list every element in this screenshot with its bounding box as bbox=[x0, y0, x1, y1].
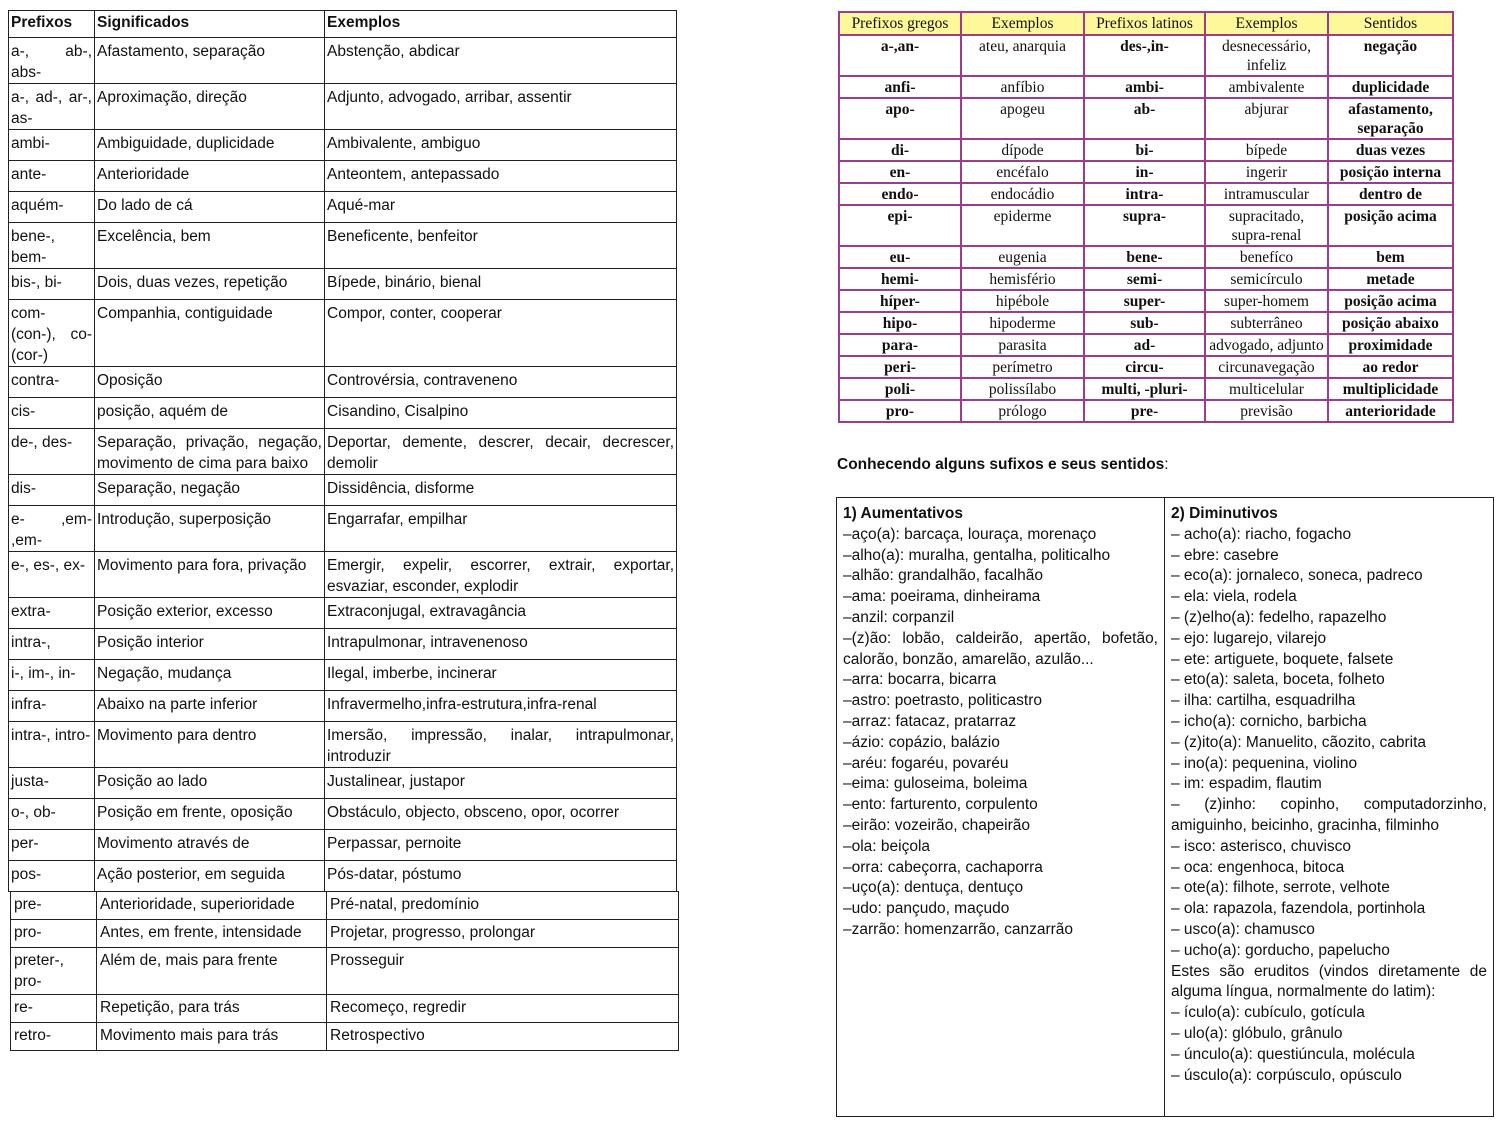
suffix-line: alguma língua, normalmente do latim): bbox=[1171, 983, 1436, 1001]
example-cell: Cisandino, Cisalpino bbox=[325, 398, 677, 429]
suffix-line: – (z)inho: copinho, computadorzinho, bbox=[1171, 796, 1487, 814]
latin-example-cell: circunavegação bbox=[1205, 356, 1328, 378]
suffix-box bbox=[836, 497, 1494, 1117]
example-cell: Perpassar, pernoite bbox=[325, 830, 677, 861]
prefix-cell: retro- bbox=[11, 1023, 97, 1051]
suffix-line: –arraz: fatacaz, pratarraz bbox=[843, 712, 1017, 730]
meaning-cell: posição abaixo bbox=[1328, 312, 1453, 334]
header-prefixos-gregos: Prefixos gregos bbox=[839, 12, 961, 35]
meaning-cell: Posição interior bbox=[95, 629, 325, 660]
table-row bbox=[839, 356, 1453, 378]
suffix-line: – únculo(a): questiúncula, molécula bbox=[1171, 1045, 1415, 1063]
meaning-cell: Anterioridade bbox=[95, 161, 325, 192]
table-row bbox=[9, 629, 677, 660]
meaning-cell: Antes, em frente, intensidade bbox=[97, 920, 327, 948]
table-row bbox=[839, 312, 1453, 334]
greek-prefix-cell: hemi- bbox=[839, 268, 961, 290]
suffix-line: – ino(a): pequenina, violino bbox=[1171, 754, 1358, 772]
prefix-cell: pro- bbox=[11, 920, 97, 948]
greek-prefix-cell: di- bbox=[839, 139, 961, 161]
meaning-cell: Além de, mais para frente bbox=[97, 948, 327, 995]
greek-prefix-cell: endo- bbox=[839, 183, 961, 205]
diminutivos-column bbox=[1165, 498, 1493, 1116]
latin-example-cell: subterrâneo bbox=[1205, 312, 1328, 334]
example-cell: Ambivalente, ambiguo bbox=[325, 130, 677, 161]
table-row bbox=[9, 691, 677, 722]
greek-prefix-cell: en- bbox=[839, 161, 961, 183]
header-exemplos-latinos: Exemplos bbox=[1205, 12, 1328, 35]
latin-prefix-cell: in- bbox=[1084, 161, 1205, 183]
prefix-cell: cis- bbox=[9, 398, 95, 429]
table-row bbox=[839, 400, 1453, 422]
greek-example-cell: perímetro bbox=[961, 356, 1084, 378]
prefix-cell: i-, im-, in- bbox=[9, 660, 95, 691]
latin-example-cell: desnecessário, infeliz bbox=[1205, 35, 1328, 76]
prefix-cell: justa- bbox=[9, 768, 95, 799]
table-row bbox=[9, 223, 677, 269]
prefix-cell: bene-, bem- bbox=[9, 223, 95, 269]
prefix-cell: intra-, intro- bbox=[9, 722, 95, 768]
greek-example-cell: parasita bbox=[961, 334, 1084, 356]
prefix-table-continued bbox=[10, 891, 679, 1051]
suffix-line: –aço(a): barcaça, louraça, morenaço bbox=[843, 525, 1097, 543]
greek-prefix-cell: anfi- bbox=[839, 76, 961, 98]
latin-prefix-cell: multi, -pluri- bbox=[1084, 378, 1205, 400]
table-row bbox=[9, 475, 677, 506]
meaning-cell: duas vezes bbox=[1328, 139, 1453, 161]
meaning-cell: Anterioridade, superioridade bbox=[97, 892, 327, 920]
greek-prefix-cell: poli- bbox=[839, 378, 961, 400]
example-cell: Dissidência, disforme bbox=[325, 475, 677, 506]
greek-example-cell: hemisfério bbox=[961, 268, 1084, 290]
header-sentidos: Sentidos bbox=[1328, 12, 1453, 35]
example-cell: Pré-natal, predomínio bbox=[327, 892, 679, 920]
example-cell: Compor, conter, cooperar bbox=[325, 300, 677, 367]
example-cell: Infravermelho,infra-estrutura,infra-renal bbox=[325, 691, 677, 722]
greek-prefix-cell: pro- bbox=[839, 400, 961, 422]
suffix-line: –aréu: fogaréu, povaréu bbox=[843, 754, 1009, 772]
example-cell: Justalinear, justapor bbox=[325, 768, 677, 799]
table-row bbox=[9, 38, 677, 84]
table-row bbox=[839, 246, 1453, 268]
latin-prefix-cell: des-,in- bbox=[1084, 35, 1205, 76]
meaning-cell: posição, aquém de bbox=[95, 398, 325, 429]
meaning-cell: Ação posterior, em seguida bbox=[95, 861, 325, 892]
example-cell: Extraconjugal, extravagância bbox=[325, 598, 677, 629]
latin-prefix-cell: supra- bbox=[1084, 205, 1205, 246]
suffix-line: –astro: poetrasto, politicastro bbox=[843, 692, 1043, 710]
header-exemplos: Exemplos bbox=[325, 11, 677, 38]
prefix-cell: ante- bbox=[9, 161, 95, 192]
table-row bbox=[839, 183, 1453, 205]
table-row bbox=[839, 290, 1453, 312]
prefix-cell: aquém- bbox=[9, 192, 95, 223]
header-prefixos-latinos: Prefixos latinos bbox=[1084, 12, 1205, 35]
table-row bbox=[9, 300, 677, 367]
prefix-cell: intra-, bbox=[9, 629, 95, 660]
table-row bbox=[9, 799, 677, 830]
suffix-line: – ulo(a): glóbulo, grânulo bbox=[1171, 1024, 1343, 1042]
header-exemplos-gregos: Exemplos bbox=[961, 12, 1084, 35]
suffix-line: – im: espadim, flautim bbox=[1171, 775, 1322, 793]
meaning-cell: duplicidade bbox=[1328, 76, 1453, 98]
example-cell: Prosseguir bbox=[327, 948, 679, 995]
table-row bbox=[9, 552, 677, 598]
meaning-cell: Introdução, superposição bbox=[95, 506, 325, 552]
meaning-cell: Movimento através de bbox=[95, 830, 325, 861]
example-cell: Recomeço, regredir bbox=[327, 995, 679, 1023]
table-row bbox=[9, 768, 677, 799]
table-row bbox=[839, 334, 1453, 356]
prefix-cell: de-, des- bbox=[9, 429, 95, 475]
table-row bbox=[9, 367, 677, 398]
suffix-line: – ilha: cartilha, esquadrilha bbox=[1171, 692, 1356, 710]
prefix-table-header bbox=[9, 11, 677, 38]
meaning-cell: Posição ao lado bbox=[95, 768, 325, 799]
example-cell: Controvérsia, contraveneno bbox=[325, 367, 677, 398]
diminutivos-heading: 2) Diminutivos bbox=[1171, 505, 1278, 522]
table-row bbox=[9, 130, 677, 161]
meaning-cell: dentro de bbox=[1328, 183, 1453, 205]
suffix-line: –arra: bocarra, bicarra bbox=[843, 671, 997, 689]
suffix-line: calorão, bonzão, amarelão, azulão... bbox=[843, 650, 1094, 668]
greek-prefix-cell: híper- bbox=[839, 290, 961, 312]
aumentativos-list bbox=[843, 525, 1158, 941]
suffix-line: – ola: rapazola, fazendola, portinhola bbox=[1171, 900, 1426, 918]
prefix-cell: infra- bbox=[9, 691, 95, 722]
latin-example-cell: super-homem bbox=[1205, 290, 1328, 312]
latin-example-cell: multicelular bbox=[1205, 378, 1328, 400]
greek-example-cell: polissílabo bbox=[961, 378, 1084, 400]
prefix-cell: dis- bbox=[9, 475, 95, 506]
prefix-cell: pre- bbox=[11, 892, 97, 920]
prefix-cell: a-, ab-, abs- bbox=[9, 38, 95, 84]
example-cell: Aqué-mar bbox=[325, 192, 677, 223]
table-row bbox=[9, 161, 677, 192]
latin-prefix-cell: semi- bbox=[1084, 268, 1205, 290]
meaning-cell: negação bbox=[1328, 35, 1453, 76]
meaning-cell: Negação, mudança bbox=[95, 660, 325, 691]
suffix-line: –alhão: grandalhão, facalhão bbox=[843, 567, 1043, 585]
greek-prefix-cell: para- bbox=[839, 334, 961, 356]
table-row bbox=[11, 948, 679, 995]
greek-prefix-cell: epi- bbox=[839, 205, 961, 246]
suffix-line: – eco(a): jornaleco, soneca, padreco bbox=[1171, 567, 1423, 585]
latin-prefix-cell: super- bbox=[1084, 290, 1205, 312]
prefix-cell: e- ,em- ,em- bbox=[9, 506, 95, 552]
meaning-cell: Movimento para fora, privação bbox=[95, 552, 325, 598]
latin-prefix-cell: sub- bbox=[1084, 312, 1205, 334]
table-row bbox=[839, 161, 1453, 183]
latin-example-cell: supracitado, supra-renal bbox=[1205, 205, 1328, 246]
greek-example-cell: anfíbio bbox=[961, 76, 1084, 98]
meaning-cell: bem bbox=[1328, 246, 1453, 268]
suffix-line: Estes são eruditos (vindos diretamente de bbox=[1171, 962, 1487, 980]
table-row bbox=[9, 429, 677, 475]
meaning-cell: Dois, duas vezes, repetição bbox=[95, 269, 325, 300]
suffix-line: – ículo(a): cubículo, gotícula bbox=[1171, 1004, 1365, 1022]
suffix-line: –ama: poeirama, dinheirama bbox=[843, 588, 1041, 606]
greek-latin-table-body bbox=[839, 35, 1453, 422]
table-row bbox=[9, 598, 677, 629]
meaning-cell: proximidade bbox=[1328, 334, 1453, 356]
example-cell: Anteontem, antepassado bbox=[325, 161, 677, 192]
meaning-cell: Abaixo na parte inferior bbox=[95, 691, 325, 722]
suffix-line: – oca: engenhoca, bitoca bbox=[1171, 858, 1345, 876]
example-cell: Projetar, progresso, prolongar bbox=[327, 920, 679, 948]
table-row bbox=[9, 398, 677, 429]
suffix-line: –ola: beiçola bbox=[843, 837, 931, 855]
latin-prefix-cell: ad- bbox=[1084, 334, 1205, 356]
meaning-cell: multiplicidade bbox=[1328, 378, 1453, 400]
prefix-cell: com- (con-), co- (cor-) bbox=[9, 300, 95, 367]
example-cell: Pós-datar, póstumo bbox=[325, 861, 677, 892]
prefix-cell: contra- bbox=[9, 367, 95, 398]
suffix-line: –ento: farturento, corpulento bbox=[843, 796, 1038, 814]
table-row bbox=[9, 506, 677, 552]
latin-prefix-cell: pre- bbox=[1084, 400, 1205, 422]
suffix-title-colon: : bbox=[1164, 456, 1169, 473]
prefix-cell: bis-, bi- bbox=[9, 269, 95, 300]
example-cell: Imersão, impressão, inalar, intrapulmonar, introduzir bbox=[325, 722, 677, 768]
suffix-title-text: Conhecendo alguns sufixos e seus sentidos bbox=[837, 456, 1165, 473]
prefix-cell: extra- bbox=[9, 598, 95, 629]
suffix-line: – (z)ito(a): Manuelito, cãozito, cabrita bbox=[1171, 733, 1426, 751]
example-cell: Bípede, binário, bienal bbox=[325, 269, 677, 300]
header-prefixos: Prefixos bbox=[9, 11, 95, 38]
suffix-line: – ucho(a): gorducho, papelucho bbox=[1171, 941, 1390, 959]
example-cell: Deportar, demente, descrer, decair, decrescer, demolir bbox=[325, 429, 677, 475]
table-row bbox=[9, 830, 677, 861]
prefix-cell: preter-, pro- bbox=[11, 948, 97, 995]
prefix-cell: pos- bbox=[9, 861, 95, 892]
suffix-line: –ázio: copázio, balázio bbox=[843, 733, 1000, 751]
greek-example-cell: hipoderme bbox=[961, 312, 1084, 334]
latin-example-cell: previsão bbox=[1205, 400, 1328, 422]
suffix-line: –alho(a): muralha, gentalha, politicalho bbox=[843, 546, 1111, 564]
latin-example-cell: ambivalente bbox=[1205, 76, 1328, 98]
prefix-cell: o-, ob- bbox=[9, 799, 95, 830]
table-row bbox=[839, 98, 1453, 139]
table-row bbox=[9, 660, 677, 691]
meaning-cell: anterioridade bbox=[1328, 400, 1453, 422]
latin-example-cell: intramuscular bbox=[1205, 183, 1328, 205]
example-cell: Intrapulmonar, intravenenoso bbox=[325, 629, 677, 660]
latin-prefix-cell: bene- bbox=[1084, 246, 1205, 268]
latin-example-cell: semicírculo bbox=[1205, 268, 1328, 290]
suffix-line: – eto(a): saleta, boceta, folheto bbox=[1171, 671, 1385, 689]
meaning-cell: Movimento para dentro bbox=[95, 722, 325, 768]
greek-latin-header bbox=[839, 12, 1453, 35]
table-row bbox=[839, 378, 1453, 400]
meaning-cell: ao redor bbox=[1328, 356, 1453, 378]
greek-example-cell: ateu, anarquia bbox=[961, 35, 1084, 76]
suffix-line: – úsculo(a): corpúsculo, opúsculo bbox=[1171, 1066, 1402, 1084]
suffix-line: –eima: guloseima, boleima bbox=[843, 775, 1028, 793]
meaning-cell: metade bbox=[1328, 268, 1453, 290]
greek-example-cell: dípode bbox=[961, 139, 1084, 161]
meaning-cell: afastamento, separação bbox=[1328, 98, 1453, 139]
latin-example-cell: ingerir bbox=[1205, 161, 1328, 183]
example-cell: Retrospectivo bbox=[327, 1023, 679, 1051]
latin-prefix-cell: circu- bbox=[1084, 356, 1205, 378]
table-row bbox=[11, 892, 679, 920]
greek-example-cell: eugenia bbox=[961, 246, 1084, 268]
meaning-cell: Posição exterior, excesso bbox=[95, 598, 325, 629]
prefix-cell: e-, es-, ex- bbox=[9, 552, 95, 598]
table-row bbox=[9, 84, 677, 130]
meaning-cell: posição interna bbox=[1328, 161, 1453, 183]
suffix-line: amiguinho, beicinho, gracinha, filminho bbox=[1171, 816, 1439, 834]
greek-prefix-cell: eu- bbox=[839, 246, 961, 268]
diminutivos-list bbox=[1171, 525, 1487, 1087]
suffix-line: – ebre: casebre bbox=[1171, 546, 1279, 564]
meaning-cell: posição acima bbox=[1328, 290, 1453, 312]
example-cell: Emergir, expelir, escorrer, extrair, exportar, esvaziar, esconder, explodir bbox=[325, 552, 677, 598]
latin-example-cell: abjurar bbox=[1205, 98, 1328, 139]
meaning-cell: Posição em frente, oposição bbox=[95, 799, 325, 830]
suffix-line: – isco: asterisco, chuvisco bbox=[1171, 837, 1352, 855]
latin-example-cell: advogado, adjunto bbox=[1205, 334, 1328, 356]
meaning-cell: Do lado de cá bbox=[95, 192, 325, 223]
latin-example-cell: bípede bbox=[1205, 139, 1328, 161]
aumentativos-column bbox=[837, 498, 1165, 1116]
prefix-table-continued-body bbox=[11, 892, 679, 1051]
example-cell: Adjunto, advogado, arribar, assentir bbox=[325, 84, 677, 130]
example-cell: Abstenção, abdicar bbox=[325, 38, 677, 84]
suffix-line: – ejo: lugarejo, vilarejo bbox=[1171, 629, 1327, 647]
meaning-cell: Separação, privação, negação, movimento de cima para baixo bbox=[95, 429, 325, 475]
suffix-line: –uço(a): dentuça, dentuço bbox=[843, 879, 1024, 897]
greek-latin-prefix-table bbox=[838, 11, 1454, 423]
meaning-cell: posição acima bbox=[1328, 205, 1453, 246]
greek-example-cell: apogeu bbox=[961, 98, 1084, 139]
suffix-line: – (z)elho(a): fedelho, rapazelho bbox=[1171, 608, 1387, 626]
prefix-table-body bbox=[9, 38, 677, 892]
table-row bbox=[11, 995, 679, 1023]
table-row bbox=[11, 1023, 679, 1051]
table-row bbox=[9, 861, 677, 892]
table-row bbox=[839, 268, 1453, 290]
suffix-line: –zarrão: homenzarrão, canzarrão bbox=[843, 920, 1074, 938]
suffix-line: – usco(a): chamusco bbox=[1171, 920, 1315, 938]
latin-prefix-cell: ab- bbox=[1084, 98, 1205, 139]
prefix-cell: re- bbox=[11, 995, 97, 1023]
latin-prefix-cell: bi- bbox=[1084, 139, 1205, 161]
table-row bbox=[839, 139, 1453, 161]
greek-example-cell: encéfalo bbox=[961, 161, 1084, 183]
greek-example-cell: hipébole bbox=[961, 290, 1084, 312]
suffix-line: – ela: viela, rodela bbox=[1171, 588, 1297, 606]
suffix-line: – ote(a): filhote, serrote, velhote bbox=[1171, 879, 1390, 897]
meaning-cell: Companhia, contiguidade bbox=[95, 300, 325, 367]
meaning-cell: Afastamento, separação bbox=[95, 38, 325, 84]
latin-example-cell: benefíco bbox=[1205, 246, 1328, 268]
greek-example-cell: epiderme bbox=[961, 205, 1084, 246]
prefix-cell: ambi- bbox=[9, 130, 95, 161]
suffix-line: –udo: pançudo, maçudo bbox=[843, 900, 1010, 918]
prefix-table bbox=[8, 10, 677, 892]
aumentativos-heading: 1) Aumentativos bbox=[843, 505, 964, 522]
suffix-line: –(z)ão: lobão, caldeirão, apertão, bofetão, bbox=[843, 629, 1158, 647]
example-cell: Ilegal, imberbe, incinerar bbox=[325, 660, 677, 691]
table-row bbox=[9, 269, 677, 300]
suffix-section-title bbox=[837, 456, 1169, 474]
example-cell: Obstáculo, objecto, obsceno, opor, ocorrer bbox=[325, 799, 677, 830]
meaning-cell: Separação, negação bbox=[95, 475, 325, 506]
example-cell: Beneficente, benfeitor bbox=[325, 223, 677, 269]
latin-prefix-cell: ambi- bbox=[1084, 76, 1205, 98]
table-row bbox=[11, 920, 679, 948]
table-row bbox=[839, 76, 1453, 98]
meaning-cell: Excelência, bem bbox=[95, 223, 325, 269]
table-row bbox=[839, 205, 1453, 246]
meaning-cell: Repetição, para trás bbox=[97, 995, 327, 1023]
suffix-line: –anzil: corpanzil bbox=[843, 608, 955, 626]
header-significados: Significados bbox=[95, 11, 325, 38]
greek-example-cell: prólogo bbox=[961, 400, 1084, 422]
meaning-cell: Oposição bbox=[95, 367, 325, 398]
meaning-cell: Aproximação, direção bbox=[95, 84, 325, 130]
suffix-line: – acho(a): riacho, fogacho bbox=[1171, 525, 1352, 543]
prefix-cell: per- bbox=[9, 830, 95, 861]
greek-prefix-cell: hipo- bbox=[839, 312, 961, 334]
suffix-line: – ete: artiguete, boquete, falsete bbox=[1171, 650, 1394, 668]
latin-prefix-cell: intra- bbox=[1084, 183, 1205, 205]
table-row bbox=[9, 192, 677, 223]
table-row bbox=[839, 35, 1453, 76]
suffix-line: –eirão: vozeirão, chapeirão bbox=[843, 816, 1030, 834]
table-row bbox=[9, 722, 677, 768]
meaning-cell: Ambiguidade, duplicidade bbox=[95, 130, 325, 161]
meaning-cell: Movimento mais para trás bbox=[97, 1023, 327, 1051]
greek-prefix-cell: a-,an- bbox=[839, 35, 961, 76]
greek-prefix-cell: apo- bbox=[839, 98, 961, 139]
greek-example-cell: endocádio bbox=[961, 183, 1084, 205]
suffix-line: –orra: cabeçorra, cachaporra bbox=[843, 858, 1043, 876]
example-cell: Engarrafar, empilhar bbox=[325, 506, 677, 552]
prefix-cell: a-, ad-, ar-, as- bbox=[9, 84, 95, 130]
suffix-line: – icho(a): cornicho, barbicha bbox=[1171, 712, 1367, 730]
greek-prefix-cell: peri- bbox=[839, 356, 961, 378]
